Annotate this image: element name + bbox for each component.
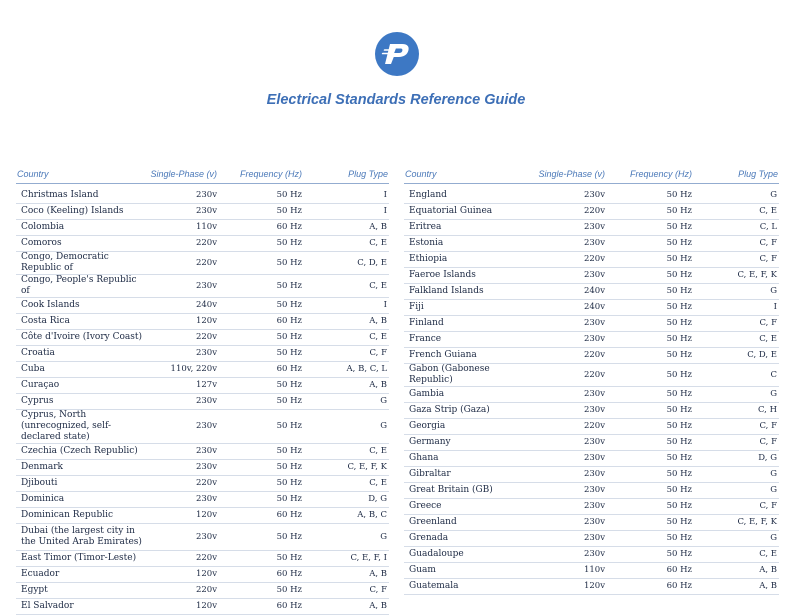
plug-cell: G	[304, 524, 389, 551]
country-cell: Estonia	[404, 236, 534, 252]
plug-cell: G	[694, 467, 779, 483]
country-cell: Eritrea	[404, 220, 534, 236]
plug-cell: C, E	[304, 330, 389, 346]
table-row	[404, 316, 779, 332]
country-cell: Gibraltar	[404, 467, 534, 483]
phase-cell: 220v	[534, 204, 607, 220]
plug-cell: I	[304, 204, 389, 220]
plug-cell: A, B	[304, 378, 389, 394]
plug-cell: C, D, E	[304, 252, 389, 275]
table-row	[404, 563, 779, 579]
table-row	[16, 599, 389, 615]
table-row	[16, 444, 389, 460]
plug-cell: G	[694, 387, 779, 403]
frequency-cell: 50 Hz	[607, 451, 694, 467]
plug-cell: C, F	[304, 346, 389, 362]
phase-cell: 220v	[146, 476, 219, 492]
phase-cell: 230v	[534, 515, 607, 531]
table-row	[16, 204, 389, 220]
phase-cell: 230v	[534, 268, 607, 284]
phase-cell: 230v	[146, 346, 219, 362]
plug-cell: A, B	[304, 567, 389, 583]
standards-table-left	[16, 165, 389, 615]
column-header-plug: Plug Type	[304, 165, 389, 184]
frequency-cell: 50 Hz	[219, 330, 304, 346]
frequency-cell: 50 Hz	[607, 467, 694, 483]
plug-cell: I	[694, 300, 779, 316]
phase-cell: 110v, 220v	[146, 362, 219, 378]
frequency-cell: 50 Hz	[219, 298, 304, 314]
country-cell: Ethiopia	[404, 252, 534, 268]
table-row	[404, 515, 779, 531]
plug-cell: A, B	[304, 599, 389, 615]
country-cell: Christmas Island	[16, 188, 146, 204]
plug-cell: C, F	[304, 583, 389, 599]
country-cell: Cyprus, North (unrecognized, self-declared state)	[16, 410, 146, 444]
table-row	[404, 188, 779, 204]
frequency-cell: 50 Hz	[607, 236, 694, 252]
frequency-cell: 50 Hz	[607, 300, 694, 316]
table-row	[404, 499, 779, 515]
plug-cell: C, F	[694, 236, 779, 252]
country-cell: Congo, People's Republic of	[16, 275, 146, 298]
country-cell: France	[404, 332, 534, 348]
country-cell: Colombia	[16, 220, 146, 236]
country-cell: Germany	[404, 435, 534, 451]
phase-cell: 240v	[534, 300, 607, 316]
frequency-cell: 50 Hz	[219, 252, 304, 275]
column-header-country: Country	[16, 165, 146, 184]
country-cell: East Timor (Timor-Leste)	[16, 551, 146, 567]
phase-cell: 230v	[534, 483, 607, 499]
table-row	[16, 410, 389, 444]
plug-cell: C, E	[694, 547, 779, 563]
logo-p-icon	[375, 32, 419, 76]
frequency-cell: 50 Hz	[607, 268, 694, 284]
frequency-cell: 50 Hz	[607, 403, 694, 419]
frequency-cell: 50 Hz	[607, 252, 694, 268]
plug-cell: G	[694, 284, 779, 300]
frequency-cell: 50 Hz	[219, 346, 304, 362]
phase-cell: 220v	[146, 551, 219, 567]
phase-cell: 120v	[146, 314, 219, 330]
table-row	[16, 476, 389, 492]
table-row	[16, 567, 389, 583]
country-cell: Faeroe Islands	[404, 268, 534, 284]
frequency-cell: 50 Hz	[219, 378, 304, 394]
phase-cell: 230v	[534, 531, 607, 547]
phase-cell: 110v	[146, 220, 219, 236]
plug-cell: I	[304, 188, 389, 204]
table-row	[404, 451, 779, 467]
country-cell: Denmark	[16, 460, 146, 476]
phase-cell: 220v	[146, 330, 219, 346]
plug-cell: C, F	[694, 252, 779, 268]
phase-cell: 230v	[146, 204, 219, 220]
country-cell: Finland	[404, 316, 534, 332]
frequency-cell: 60 Hz	[219, 567, 304, 583]
country-cell: Congo, Democratic Republic of	[16, 252, 146, 275]
frequency-cell: 50 Hz	[607, 364, 694, 387]
country-cell: El Salvador	[16, 599, 146, 615]
frequency-cell: 50 Hz	[607, 188, 694, 204]
table-row	[16, 508, 389, 524]
plug-cell: C, F	[694, 316, 779, 332]
plug-cell: D, G	[304, 492, 389, 508]
plug-cell: C, F	[694, 499, 779, 515]
frequency-cell: 50 Hz	[607, 348, 694, 364]
frequency-cell: 50 Hz	[219, 583, 304, 599]
table-row	[404, 435, 779, 451]
country-cell: Equatorial Guinea	[404, 204, 534, 220]
phase-cell: 220v	[146, 236, 219, 252]
table-row	[16, 346, 389, 362]
phase-cell: 220v	[534, 348, 607, 364]
plug-cell: A, B	[694, 563, 779, 579]
country-cell: Greenland	[404, 515, 534, 531]
table-header-row	[404, 165, 779, 184]
plug-cell: C, H	[694, 403, 779, 419]
plug-cell: C, E, F, K	[694, 515, 779, 531]
plug-cell: I	[304, 298, 389, 314]
frequency-cell: 60 Hz	[219, 220, 304, 236]
table-row	[16, 378, 389, 394]
phase-cell: 120v	[146, 599, 219, 615]
column-header-frequency: Frequency (Hz)	[219, 165, 304, 184]
phase-cell: 240v	[146, 298, 219, 314]
country-cell: Costa Rica	[16, 314, 146, 330]
plug-cell: C, E	[304, 476, 389, 492]
frequency-cell: 50 Hz	[219, 492, 304, 508]
plug-cell: A, B	[694, 579, 779, 595]
table-row	[404, 268, 779, 284]
phase-cell: 230v	[534, 220, 607, 236]
frequency-cell: 50 Hz	[219, 204, 304, 220]
column-header-plug: Plug Type	[694, 165, 779, 184]
table-row	[16, 330, 389, 346]
frequency-cell: 60 Hz	[219, 508, 304, 524]
frequency-cell: 50 Hz	[607, 515, 694, 531]
phase-cell: 220v	[534, 419, 607, 435]
country-cell: French Guiana	[404, 348, 534, 364]
table-row	[404, 284, 779, 300]
country-cell: Guam	[404, 563, 534, 579]
phase-cell: 230v	[534, 236, 607, 252]
standards-table-right	[404, 165, 779, 595]
country-cell: Czechia (Czech Republic)	[16, 444, 146, 460]
frequency-cell: 60 Hz	[219, 314, 304, 330]
country-cell: Croatia	[16, 346, 146, 362]
country-cell: Cuba	[16, 362, 146, 378]
country-cell: Dominica	[16, 492, 146, 508]
table-row	[404, 364, 779, 387]
frequency-cell: 50 Hz	[219, 476, 304, 492]
plug-cell: A, B, C	[304, 508, 389, 524]
column-header-frequency: Frequency (Hz)	[607, 165, 694, 184]
frequency-cell: 50 Hz	[607, 531, 694, 547]
frequency-cell: 60 Hz	[219, 362, 304, 378]
table-row	[404, 387, 779, 403]
table-row	[16, 394, 389, 410]
frequency-cell: 60 Hz	[219, 599, 304, 615]
phase-cell: 240v	[534, 284, 607, 300]
phase-cell: 230v	[146, 444, 219, 460]
phase-cell: 220v	[534, 364, 607, 387]
plug-cell: G	[304, 394, 389, 410]
frequency-cell: 50 Hz	[219, 524, 304, 551]
phase-cell: 230v	[534, 387, 607, 403]
phase-cell: 127v	[146, 378, 219, 394]
country-cell: Falkland Islands	[404, 284, 534, 300]
plug-cell: G	[694, 188, 779, 204]
plug-cell: C, E	[694, 204, 779, 220]
frequency-cell: 50 Hz	[219, 460, 304, 476]
frequency-cell: 50 Hz	[607, 387, 694, 403]
plug-cell: C	[694, 364, 779, 387]
plug-cell: C, F	[694, 419, 779, 435]
plug-cell: G	[694, 483, 779, 499]
table-row	[16, 236, 389, 252]
frequency-cell: 50 Hz	[219, 275, 304, 298]
plug-cell: C, F	[694, 435, 779, 451]
frequency-cell: 50 Hz	[219, 444, 304, 460]
column-header-phase: Single-Phase (v)	[146, 165, 219, 184]
table-row	[404, 403, 779, 419]
frequency-cell: 50 Hz	[607, 419, 694, 435]
phase-cell: 230v	[534, 499, 607, 515]
table-row	[404, 252, 779, 268]
country-cell: Côte d'Ivoire (Ivory Coast)	[16, 330, 146, 346]
country-cell: Gambia	[404, 387, 534, 403]
plug-cell: A, B	[304, 314, 389, 330]
phase-cell: 120v	[146, 508, 219, 524]
plug-cell: G	[304, 410, 389, 444]
frequency-cell: 50 Hz	[607, 547, 694, 563]
table-row	[16, 583, 389, 599]
country-cell: Coco (Keeling) Islands	[16, 204, 146, 220]
country-cell: Cyprus	[16, 394, 146, 410]
frequency-cell: 50 Hz	[219, 551, 304, 567]
table-row	[404, 204, 779, 220]
table-row	[404, 419, 779, 435]
country-cell: Djibouti	[16, 476, 146, 492]
table-row	[404, 483, 779, 499]
table-header-row	[16, 165, 389, 184]
plug-cell: C, E, F, K	[304, 460, 389, 476]
column-header-phase: Single-Phase (v)	[534, 165, 607, 184]
phase-cell: 230v	[534, 547, 607, 563]
plug-cell: C, E	[304, 275, 389, 298]
phase-cell: 230v	[146, 460, 219, 476]
table-row	[404, 300, 779, 316]
phase-cell: 230v	[146, 492, 219, 508]
country-cell: Guatemala	[404, 579, 534, 595]
country-cell: Cook Islands	[16, 298, 146, 314]
table-row	[16, 362, 389, 378]
phase-cell: 230v	[534, 188, 607, 204]
country-cell: Gabon (Gabonese Republic)	[404, 364, 534, 387]
phase-cell: 230v	[146, 188, 219, 204]
phase-cell: 230v	[534, 435, 607, 451]
phase-cell: 230v	[146, 394, 219, 410]
frequency-cell: 50 Hz	[607, 220, 694, 236]
country-cell: Ghana	[404, 451, 534, 467]
table-row	[16, 188, 389, 204]
country-cell: Guadaloupe	[404, 547, 534, 563]
plug-cell: G	[694, 531, 779, 547]
plug-cell: C, E, F, K	[694, 268, 779, 284]
frequency-cell: 60 Hz	[607, 579, 694, 595]
phase-cell: 230v	[146, 410, 219, 444]
country-cell: Fiji	[404, 300, 534, 316]
table-row	[16, 524, 389, 551]
phase-cell: 230v	[146, 275, 219, 298]
plug-cell: C, E	[304, 444, 389, 460]
country-cell: Georgia	[404, 419, 534, 435]
phase-cell: 230v	[534, 332, 607, 348]
frequency-cell: 50 Hz	[607, 483, 694, 499]
plug-cell: C, E, F, I	[304, 551, 389, 567]
table-row	[404, 332, 779, 348]
table-row	[16, 314, 389, 330]
frequency-cell: 50 Hz	[219, 394, 304, 410]
phase-cell: 230v	[146, 524, 219, 551]
country-cell: Gaza Strip (Gaza)	[404, 403, 534, 419]
plug-cell: C, L	[694, 220, 779, 236]
plug-cell: A, B, C, L	[304, 362, 389, 378]
country-cell: England	[404, 188, 534, 204]
frequency-cell: 50 Hz	[607, 499, 694, 515]
phase-cell: 110v	[534, 563, 607, 579]
column-header-country: Country	[404, 165, 534, 184]
country-cell: Curaçao	[16, 378, 146, 394]
phase-cell: 230v	[534, 451, 607, 467]
table-row	[404, 348, 779, 364]
frequency-cell: 50 Hz	[607, 435, 694, 451]
phase-cell: 120v	[534, 579, 607, 595]
phase-cell: 120v	[146, 567, 219, 583]
brand-logo	[375, 32, 419, 76]
frequency-cell: 50 Hz	[607, 204, 694, 220]
phase-cell: 230v	[534, 467, 607, 483]
frequency-cell: 50 Hz	[607, 316, 694, 332]
frequency-cell: 60 Hz	[607, 563, 694, 579]
frequency-cell: 50 Hz	[607, 332, 694, 348]
country-cell: Greece	[404, 499, 534, 515]
frequency-cell: 50 Hz	[607, 284, 694, 300]
country-cell: Dominican Republic	[16, 508, 146, 524]
table-row	[16, 460, 389, 476]
table-row	[404, 220, 779, 236]
table-row	[404, 579, 779, 595]
plug-cell: C, E	[694, 332, 779, 348]
country-cell: Egypt	[16, 583, 146, 599]
plug-cell: C, D, E	[694, 348, 779, 364]
phase-cell: 220v	[146, 583, 219, 599]
table-row	[16, 275, 389, 298]
table-row	[16, 220, 389, 236]
country-cell: Comoros	[16, 236, 146, 252]
table-row	[16, 551, 389, 567]
table-row	[404, 531, 779, 547]
table-row	[404, 236, 779, 252]
phase-cell: 220v	[534, 252, 607, 268]
country-cell: Grenada	[404, 531, 534, 547]
table-row	[404, 467, 779, 483]
phase-cell: 230v	[534, 403, 607, 419]
plug-cell: A, B	[304, 220, 389, 236]
plug-cell: D, G	[694, 451, 779, 467]
frequency-cell: 50 Hz	[219, 236, 304, 252]
frequency-cell: 50 Hz	[219, 188, 304, 204]
plug-cell: C, E	[304, 236, 389, 252]
table-row	[16, 298, 389, 314]
table-row	[404, 547, 779, 563]
table-row	[16, 492, 389, 508]
country-cell: Great Britain (GB)	[404, 483, 534, 499]
phase-cell: 220v	[146, 252, 219, 275]
country-cell: Ecuador	[16, 567, 146, 583]
frequency-cell: 50 Hz	[219, 410, 304, 444]
country-cell: Dubai (the largest city in the United Arab Emirates)	[16, 524, 146, 551]
page-title: Electrical Standards Reference Guide	[266, 92, 526, 108]
table-row	[16, 252, 389, 275]
phase-cell: 230v	[534, 316, 607, 332]
